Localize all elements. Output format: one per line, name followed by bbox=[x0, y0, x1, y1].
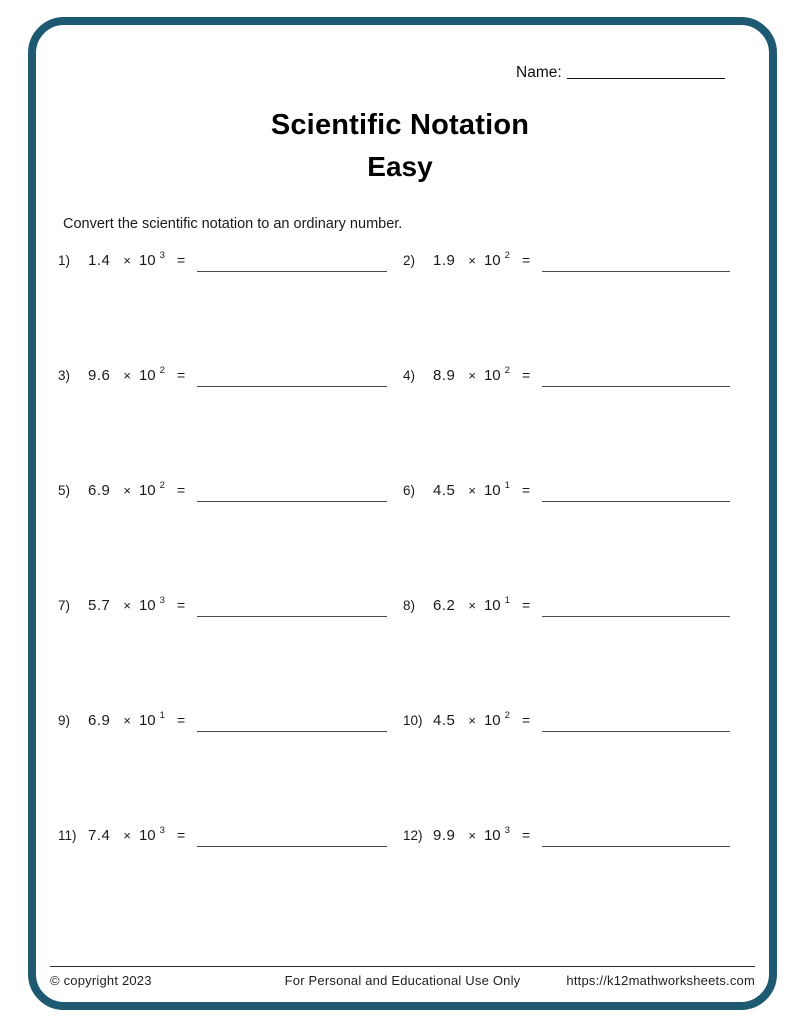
problem-number: 12) bbox=[403, 828, 423, 843]
multiply-symbol: × bbox=[123, 368, 131, 383]
base-ten: 10 bbox=[483, 712, 501, 729]
answer-blank[interactable] bbox=[197, 595, 387, 617]
equals-symbol: = bbox=[176, 827, 186, 843]
base-ten: 10 bbox=[483, 482, 501, 499]
coefficient: 9.6 bbox=[88, 367, 111, 384]
exponent: 1 bbox=[504, 480, 510, 491]
problem-number: 9) bbox=[58, 713, 71, 728]
base-ten: 10 bbox=[483, 827, 501, 844]
base-ten: 10 bbox=[483, 252, 501, 269]
problem-4 bbox=[403, 361, 730, 476]
base-ten: 10 bbox=[138, 482, 156, 499]
coefficient: 6.9 bbox=[88, 712, 111, 729]
name-field bbox=[516, 61, 725, 82]
problem-number: 10) bbox=[403, 713, 423, 728]
exponent: 2 bbox=[504, 250, 510, 261]
multiply-symbol: × bbox=[468, 253, 476, 268]
problem-8 bbox=[403, 591, 730, 706]
multiply-symbol: × bbox=[123, 713, 131, 728]
equals-symbol: = bbox=[176, 252, 186, 268]
answer-blank[interactable] bbox=[542, 825, 730, 847]
exponent: 3 bbox=[504, 825, 510, 836]
problem-3 bbox=[58, 361, 403, 476]
base-ten: 10 bbox=[138, 367, 156, 384]
exponent: 1 bbox=[504, 595, 510, 606]
problem-9 bbox=[58, 706, 403, 821]
problem-number: 8) bbox=[403, 598, 416, 613]
answer-blank[interactable] bbox=[542, 710, 730, 732]
equals-symbol: = bbox=[176, 367, 186, 383]
base-ten: 10 bbox=[138, 252, 156, 269]
multiply-symbol: × bbox=[123, 483, 131, 498]
exponent: 3 bbox=[159, 825, 165, 836]
title-line-1: Scientific Notation bbox=[270, 109, 530, 141]
equals-symbol: = bbox=[521, 367, 531, 383]
problem-5 bbox=[58, 476, 403, 591]
coefficient: 4.5 bbox=[433, 482, 456, 499]
title-line-2: Easy bbox=[367, 151, 433, 182]
footer-divider-line bbox=[50, 966, 755, 967]
footer bbox=[50, 973, 755, 988]
equals-symbol: = bbox=[521, 252, 531, 268]
equals-symbol: = bbox=[521, 712, 531, 728]
multiply-symbol: × bbox=[123, 253, 131, 268]
answer-blank[interactable] bbox=[197, 480, 387, 502]
coefficient: 1.4 bbox=[88, 252, 111, 269]
exponent: 3 bbox=[159, 595, 165, 606]
answer-blank[interactable] bbox=[542, 250, 730, 272]
multiply-symbol: × bbox=[468, 368, 476, 383]
coefficient: 6.9 bbox=[88, 482, 111, 499]
answer-blank[interactable] bbox=[197, 710, 387, 732]
footer-website-url: https://k12mathworksheets.com bbox=[566, 973, 755, 988]
problem-number: 7) bbox=[58, 598, 71, 613]
coefficient: 4.5 bbox=[433, 712, 456, 729]
base-ten: 10 bbox=[483, 367, 501, 384]
base-ten: 10 bbox=[138, 827, 156, 844]
answer-blank[interactable] bbox=[542, 480, 730, 502]
instruction-text: Convert the scientific notation to an ordinary number. bbox=[63, 216, 403, 232]
equals-symbol: = bbox=[176, 712, 186, 728]
problem-number: 1) bbox=[58, 253, 71, 268]
multiply-symbol: × bbox=[468, 598, 476, 613]
problem-number: 2) bbox=[403, 253, 416, 268]
coefficient: 8.9 bbox=[433, 367, 456, 384]
footer-usage-note: For Personal and Educational Use Only bbox=[284, 973, 521, 988]
base-ten: 10 bbox=[483, 597, 501, 614]
coefficient: 7.4 bbox=[88, 827, 111, 844]
problem-number: 3) bbox=[58, 368, 71, 383]
coefficient: 6.2 bbox=[433, 597, 456, 614]
problem-2 bbox=[403, 246, 730, 361]
equals-symbol: = bbox=[176, 597, 186, 613]
equals-symbol: = bbox=[521, 597, 531, 613]
multiply-symbol: × bbox=[468, 828, 476, 843]
exponent: 1 bbox=[159, 710, 165, 721]
answer-blank[interactable] bbox=[197, 825, 387, 847]
multiply-symbol: × bbox=[468, 713, 476, 728]
problem-number: 11) bbox=[58, 828, 77, 843]
multiply-symbol: × bbox=[468, 483, 476, 498]
answer-blank[interactable] bbox=[542, 365, 730, 387]
problem-10 bbox=[403, 706, 730, 821]
answer-blank[interactable] bbox=[197, 365, 387, 387]
problem-6 bbox=[403, 476, 730, 591]
problem-1 bbox=[58, 246, 403, 361]
name-blank-line[interactable] bbox=[567, 63, 725, 79]
problem-number: 5) bbox=[58, 483, 71, 498]
coefficient: 5.7 bbox=[88, 597, 111, 614]
equals-symbol: = bbox=[521, 827, 531, 843]
problem-12 bbox=[403, 821, 730, 936]
problem-7 bbox=[58, 591, 403, 706]
name-label: Name: bbox=[516, 64, 562, 81]
base-ten: 10 bbox=[138, 712, 156, 729]
base-ten: 10 bbox=[138, 597, 156, 614]
equals-symbol: = bbox=[521, 482, 531, 498]
exponent: 2 bbox=[504, 365, 510, 376]
equals-symbol: = bbox=[176, 482, 186, 498]
problem-number: 4) bbox=[403, 368, 416, 383]
worksheet-title bbox=[0, 105, 800, 187]
problem-number: 6) bbox=[403, 483, 416, 498]
exponent: 3 bbox=[159, 250, 165, 261]
coefficient: 9.9 bbox=[433, 827, 456, 844]
multiply-symbol: × bbox=[123, 598, 131, 613]
exponent: 2 bbox=[159, 365, 165, 376]
problem-11 bbox=[58, 821, 403, 936]
answer-blank[interactable] bbox=[542, 595, 730, 617]
exponent: 2 bbox=[159, 480, 165, 491]
answer-blank[interactable] bbox=[197, 250, 387, 272]
coefficient: 1.9 bbox=[433, 252, 456, 269]
exponent: 2 bbox=[504, 710, 510, 721]
problems-grid bbox=[58, 246, 730, 936]
multiply-symbol: × bbox=[123, 828, 131, 843]
footer-copyright: © copyright 2023 bbox=[50, 973, 152, 988]
